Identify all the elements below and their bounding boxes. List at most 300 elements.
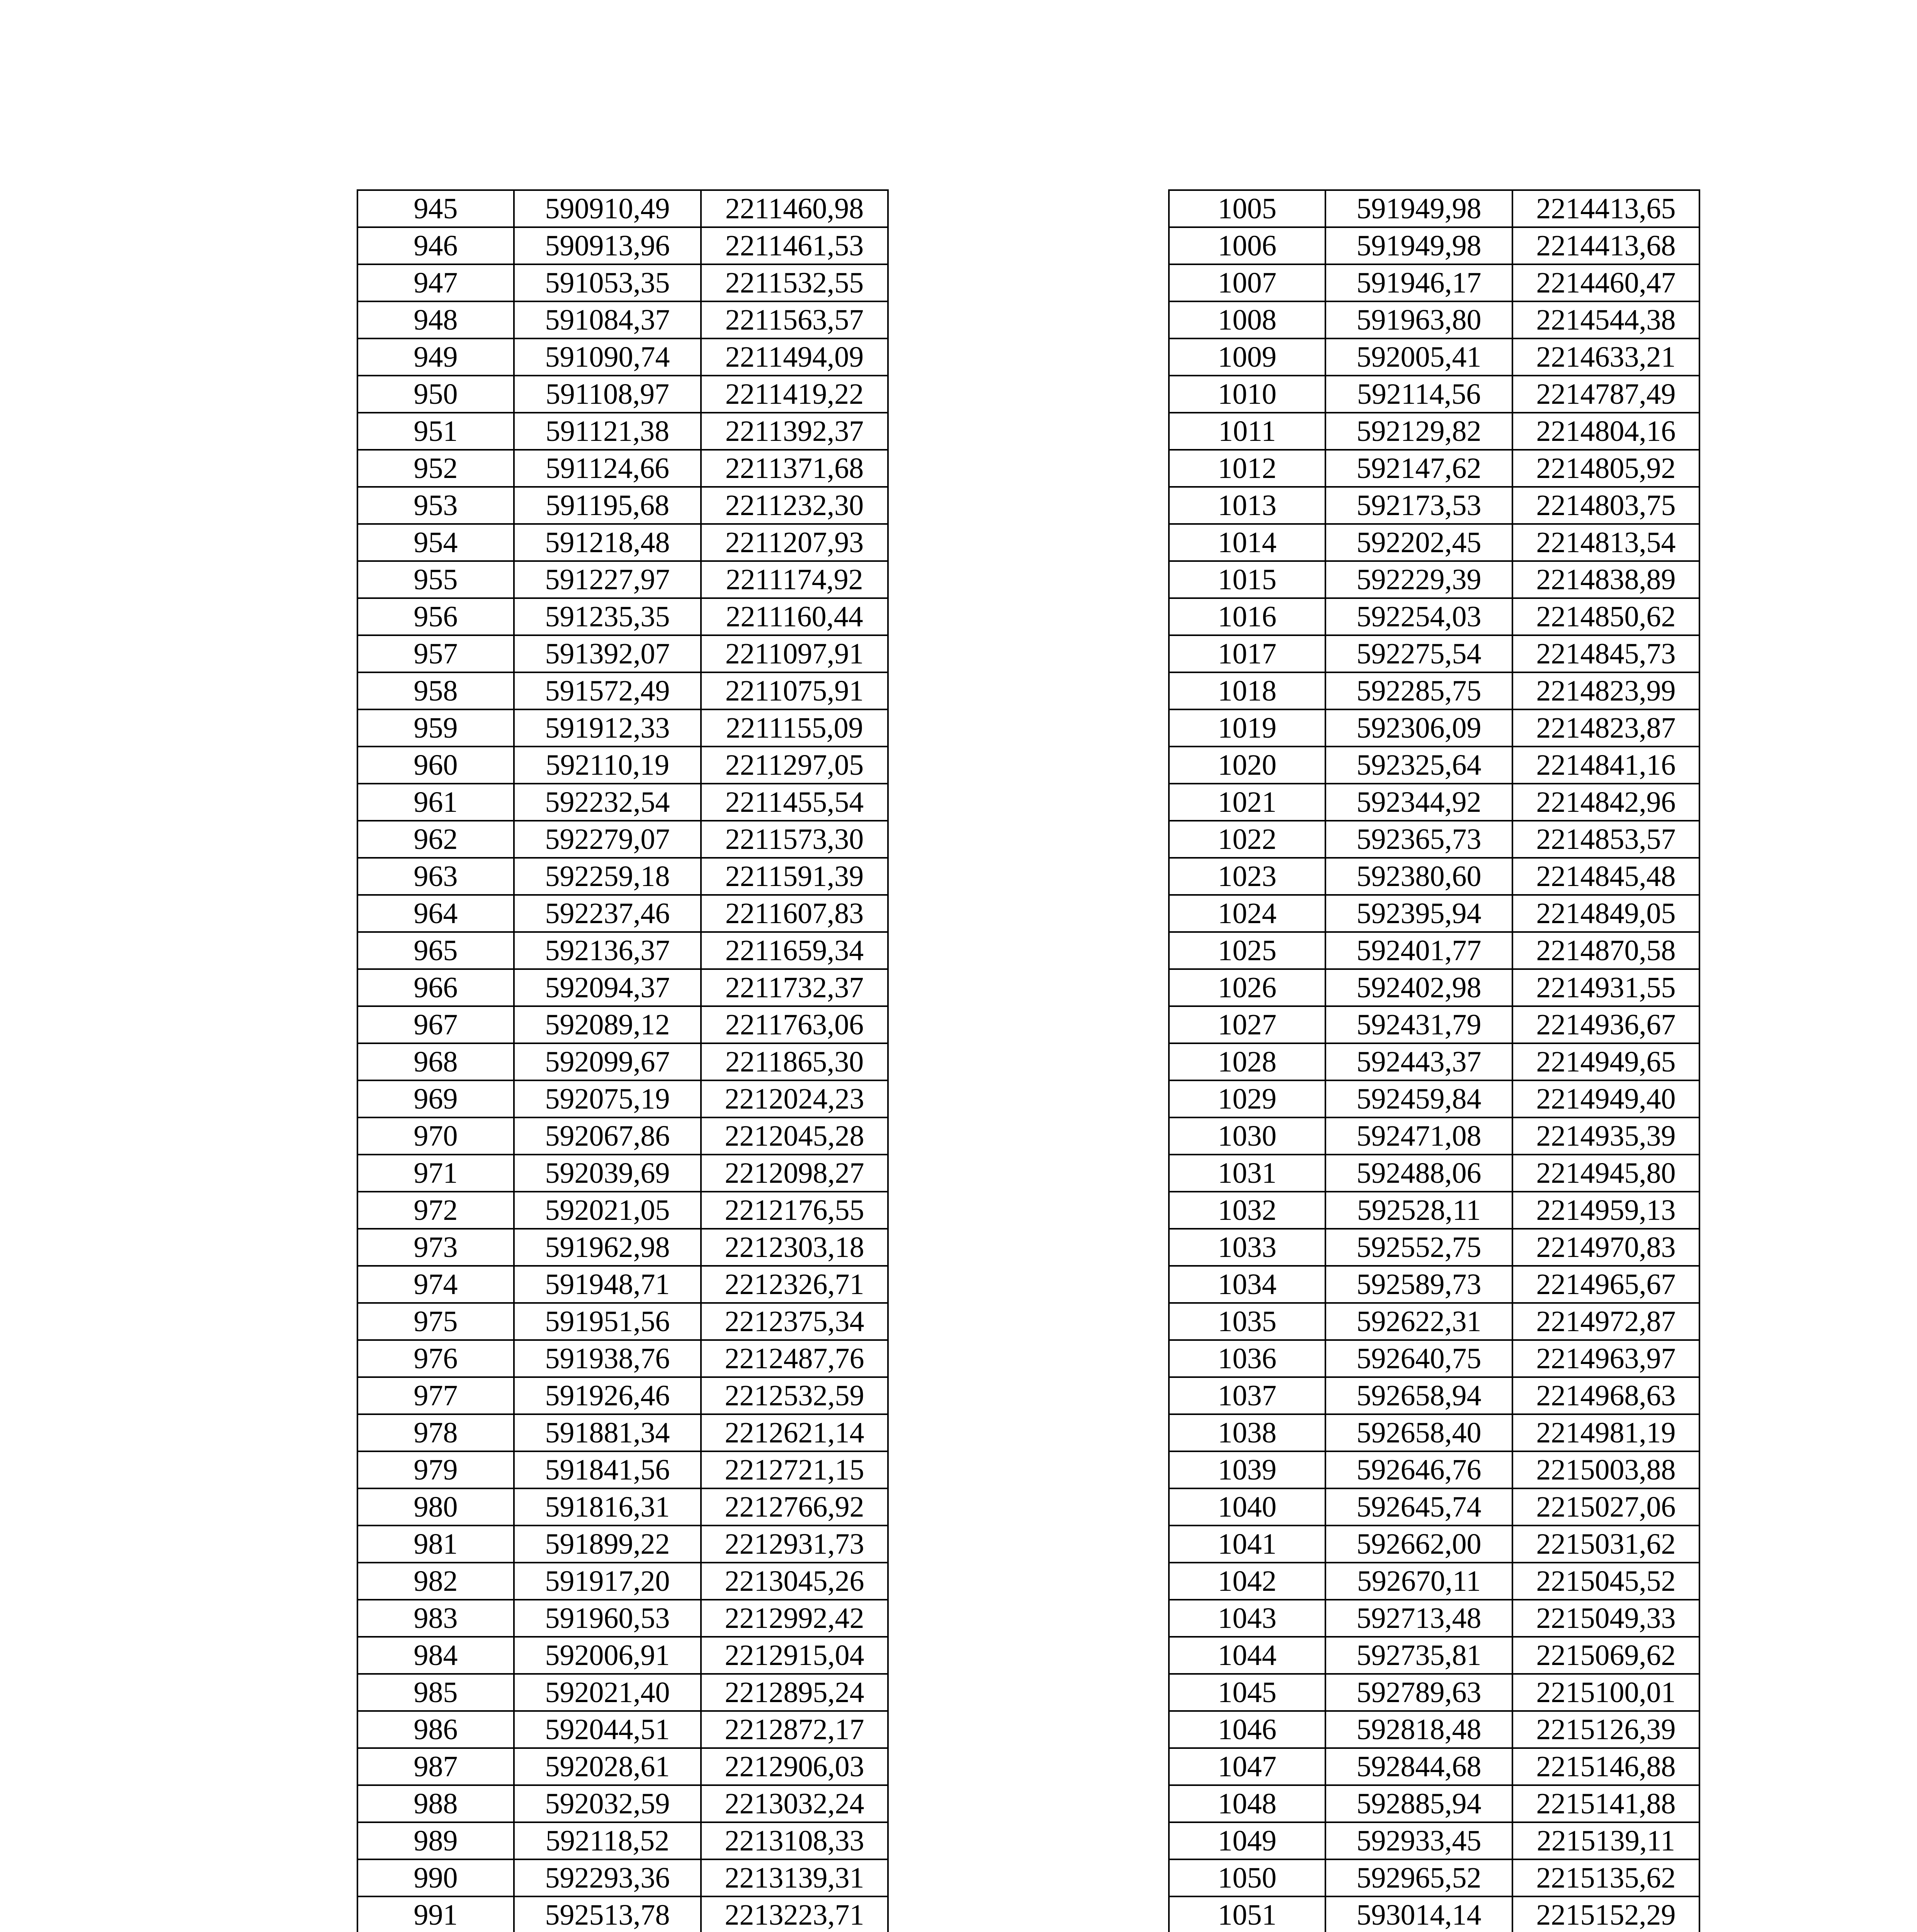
point-number-cell: 978: [357, 1414, 514, 1451]
table-row: [1169, 1266, 1699, 1303]
y-coordinate-cell: 2214413,65: [1512, 190, 1699, 227]
point-number-cell: 989: [357, 1822, 514, 1859]
table-row: [357, 450, 888, 487]
point-number-cell: 982: [357, 1563, 514, 1600]
table-row: [1169, 264, 1699, 301]
table-row: [357, 821, 888, 858]
x-coordinate-cell: 593014,14: [1325, 1896, 1512, 1932]
x-coordinate-cell: 592114,56: [1325, 376, 1512, 413]
point-number-cell: 1042: [1169, 1563, 1325, 1600]
x-coordinate-cell: 592094,37: [514, 969, 701, 1006]
point-number-cell: 949: [357, 338, 514, 376]
y-coordinate-cell: 2214544,38: [1512, 301, 1699, 338]
point-number-cell: 1050: [1169, 1859, 1325, 1896]
point-number-cell: 1018: [1169, 672, 1325, 709]
y-coordinate-cell: 2215045,52: [1512, 1563, 1699, 1600]
table-row: [357, 1896, 888, 1932]
point-number-cell: 1026: [1169, 969, 1325, 1006]
y-coordinate-cell: 2211075,91: [701, 672, 888, 709]
table-row: [1169, 1488, 1699, 1526]
table-row: [1169, 1303, 1699, 1340]
x-coordinate-cell: 592285,75: [1325, 672, 1512, 709]
table-row: [1169, 376, 1699, 413]
point-number-cell: 953: [357, 487, 514, 524]
y-coordinate-cell: 2211591,39: [701, 858, 888, 895]
coordinates-table-right: [1168, 189, 1700, 1932]
table-row: [1169, 821, 1699, 858]
y-coordinate-cell: 2211573,30: [701, 821, 888, 858]
y-coordinate-cell: 2214842,96: [1512, 784, 1699, 821]
y-coordinate-cell: 2212024,23: [701, 1080, 888, 1117]
y-coordinate-cell: 2211460,98: [701, 190, 888, 227]
table-row: [357, 1192, 888, 1229]
table-row: [1169, 1674, 1699, 1711]
x-coordinate-cell: 592488,06: [1325, 1155, 1512, 1192]
y-coordinate-cell: 2211297,05: [701, 747, 888, 784]
x-coordinate-cell: 592380,60: [1325, 858, 1512, 895]
x-coordinate-cell: 592067,86: [514, 1117, 701, 1155]
point-number-cell: 1011: [1169, 413, 1325, 450]
point-number-cell: 990: [357, 1859, 514, 1896]
point-number-cell: 981: [357, 1526, 514, 1563]
x-coordinate-cell: 592933,45: [1325, 1822, 1512, 1859]
point-number-cell: 1025: [1169, 932, 1325, 969]
y-coordinate-cell: 2214460,47: [1512, 264, 1699, 301]
x-coordinate-cell: 592645,74: [1325, 1488, 1512, 1526]
y-coordinate-cell: 2214949,40: [1512, 1080, 1699, 1117]
table-row: [357, 1303, 888, 1340]
x-coordinate-cell: 591917,20: [514, 1563, 701, 1600]
point-number-cell: 1013: [1169, 487, 1325, 524]
x-coordinate-cell: 592646,76: [1325, 1451, 1512, 1488]
table-row: [357, 1859, 888, 1896]
point-number-cell: 977: [357, 1377, 514, 1414]
y-coordinate-cell: 2213223,71: [701, 1896, 888, 1932]
x-coordinate-cell: 592021,05: [514, 1192, 701, 1229]
point-number-cell: 945: [357, 190, 514, 227]
x-coordinate-cell: 592110,19: [514, 747, 701, 784]
point-number-cell: 1043: [1169, 1600, 1325, 1637]
point-number-cell: 965: [357, 932, 514, 969]
y-coordinate-cell: 2212098,27: [701, 1155, 888, 1192]
y-coordinate-cell: 2214949,65: [1512, 1043, 1699, 1080]
x-coordinate-cell: 592658,94: [1325, 1377, 1512, 1414]
x-coordinate-cell: 591881,34: [514, 1414, 701, 1451]
table-row: [357, 413, 888, 450]
y-coordinate-cell: 2211732,37: [701, 969, 888, 1006]
table-row: [357, 709, 888, 747]
y-coordinate-cell: 2212895,24: [701, 1674, 888, 1711]
table-row: [357, 1526, 888, 1563]
y-coordinate-cell: 2211174,92: [701, 561, 888, 598]
point-number-cell: 1048: [1169, 1785, 1325, 1822]
x-coordinate-cell: 591926,46: [514, 1377, 701, 1414]
y-coordinate-cell: 2214959,13: [1512, 1192, 1699, 1229]
y-coordinate-cell: 2214787,49: [1512, 376, 1699, 413]
y-coordinate-cell: 2214981,19: [1512, 1414, 1699, 1451]
y-coordinate-cell: 2215049,33: [1512, 1600, 1699, 1637]
point-number-cell: 962: [357, 821, 514, 858]
point-number-cell: 1044: [1169, 1637, 1325, 1674]
x-coordinate-cell: 591053,35: [514, 264, 701, 301]
point-number-cell: 986: [357, 1711, 514, 1748]
table-row: [357, 1117, 888, 1155]
x-coordinate-cell: 591949,98: [1325, 227, 1512, 264]
point-number-cell: 963: [357, 858, 514, 895]
table-row: [357, 969, 888, 1006]
x-coordinate-cell: 592005,41: [1325, 338, 1512, 376]
table-row: [1169, 1117, 1699, 1155]
x-coordinate-cell: 592044,51: [514, 1711, 701, 1748]
point-number-cell: 970: [357, 1117, 514, 1155]
y-coordinate-cell: 2214845,73: [1512, 635, 1699, 672]
point-number-cell: 1041: [1169, 1526, 1325, 1563]
point-number-cell: 1029: [1169, 1080, 1325, 1117]
y-coordinate-cell: 2211160,44: [701, 598, 888, 635]
table-row: [1169, 1637, 1699, 1674]
table-row: [357, 1377, 888, 1414]
point-number-cell: 966: [357, 969, 514, 1006]
point-number-cell: 1009: [1169, 338, 1325, 376]
y-coordinate-cell: 2214823,87: [1512, 709, 1699, 747]
table-row: [357, 561, 888, 598]
x-coordinate-cell: 592306,09: [1325, 709, 1512, 747]
table-row: [357, 264, 888, 301]
x-coordinate-cell: 592173,53: [1325, 487, 1512, 524]
point-number-cell: 980: [357, 1488, 514, 1526]
y-coordinate-cell: 2214945,80: [1512, 1155, 1699, 1192]
point-number-cell: 1008: [1169, 301, 1325, 338]
point-number-cell: 1046: [1169, 1711, 1325, 1748]
point-number-cell: 1031: [1169, 1155, 1325, 1192]
x-coordinate-cell: 591235,35: [514, 598, 701, 635]
point-number-cell: 1022: [1169, 821, 1325, 858]
x-coordinate-cell: 592528,11: [1325, 1192, 1512, 1229]
y-coordinate-cell: 2215141,88: [1512, 1785, 1699, 1822]
x-coordinate-cell: 591899,22: [514, 1526, 701, 1563]
y-coordinate-cell: 2211494,09: [701, 338, 888, 376]
x-coordinate-cell: 592237,46: [514, 895, 701, 932]
y-coordinate-cell: 2211419,22: [701, 376, 888, 413]
x-coordinate-cell: 592202,45: [1325, 524, 1512, 561]
point-number-cell: 974: [357, 1266, 514, 1303]
y-coordinate-cell: 2212621,14: [701, 1414, 888, 1451]
table-row: [1169, 487, 1699, 524]
x-coordinate-cell: 591227,97: [514, 561, 701, 598]
y-coordinate-cell: 2214935,39: [1512, 1117, 1699, 1155]
y-coordinate-cell: 2212326,71: [701, 1266, 888, 1303]
table-row: [357, 1785, 888, 1822]
x-coordinate-cell: 592431,79: [1325, 1006, 1512, 1043]
point-number-cell: 969: [357, 1080, 514, 1117]
y-coordinate-cell: 2211607,83: [701, 895, 888, 932]
x-coordinate-cell: 591912,33: [514, 709, 701, 747]
point-number-cell: 967: [357, 1006, 514, 1043]
y-coordinate-cell: 2214970,83: [1512, 1229, 1699, 1266]
point-number-cell: 987: [357, 1748, 514, 1785]
table-row: [1169, 1785, 1699, 1822]
x-coordinate-cell: 592021,40: [514, 1674, 701, 1711]
coordinates-table-left-body: [357, 190, 888, 1932]
table-row: [1169, 561, 1699, 598]
table-row: [357, 1674, 888, 1711]
table-row: [1169, 1192, 1699, 1229]
x-coordinate-cell: 591841,56: [514, 1451, 701, 1488]
x-coordinate-cell: 591816,31: [514, 1488, 701, 1526]
point-number-cell: 1023: [1169, 858, 1325, 895]
y-coordinate-cell: 2214823,99: [1512, 672, 1699, 709]
point-number-cell: 1036: [1169, 1340, 1325, 1377]
x-coordinate-cell: 592885,94: [1325, 1785, 1512, 1822]
y-coordinate-cell: 2212992,42: [701, 1600, 888, 1637]
y-coordinate-cell: 2211392,37: [701, 413, 888, 450]
point-number-cell: 991: [357, 1896, 514, 1932]
y-coordinate-cell: 2215126,39: [1512, 1711, 1699, 1748]
point-number-cell: 1015: [1169, 561, 1325, 598]
y-coordinate-cell: 2211865,30: [701, 1043, 888, 1080]
table-row: [1169, 1711, 1699, 1748]
x-coordinate-cell: 591951,56: [514, 1303, 701, 1340]
y-coordinate-cell: 2214931,55: [1512, 969, 1699, 1006]
y-coordinate-cell: 2215146,88: [1512, 1748, 1699, 1785]
point-number-cell: 947: [357, 264, 514, 301]
table-row: [1169, 1080, 1699, 1117]
x-coordinate-cell: 592006,91: [514, 1637, 701, 1674]
x-coordinate-cell: 591963,80: [1325, 301, 1512, 338]
table-row: [1169, 1377, 1699, 1414]
table-row: [357, 1488, 888, 1526]
x-coordinate-cell: 592552,75: [1325, 1229, 1512, 1266]
table-row: [1169, 338, 1699, 376]
point-number-cell: 956: [357, 598, 514, 635]
y-coordinate-cell: 2213032,24: [701, 1785, 888, 1822]
table-row: [1169, 1859, 1699, 1896]
x-coordinate-cell: 590913,96: [514, 227, 701, 264]
table-row: [1169, 1451, 1699, 1488]
point-number-cell: 964: [357, 895, 514, 932]
table-row: [1169, 635, 1699, 672]
y-coordinate-cell: 2211455,54: [701, 784, 888, 821]
table-row: [357, 598, 888, 635]
table-row: [1169, 1340, 1699, 1377]
x-coordinate-cell: 591090,74: [514, 338, 701, 376]
point-number-cell: 1021: [1169, 784, 1325, 821]
table-row: [357, 487, 888, 524]
x-coordinate-cell: 592670,11: [1325, 1563, 1512, 1600]
x-coordinate-cell: 591572,49: [514, 672, 701, 709]
x-coordinate-cell: 591949,98: [1325, 190, 1512, 227]
x-coordinate-cell: 592471,08: [1325, 1117, 1512, 1155]
y-coordinate-cell: 2214850,62: [1512, 598, 1699, 635]
y-coordinate-cell: 2214413,68: [1512, 227, 1699, 264]
y-coordinate-cell: 2215027,06: [1512, 1488, 1699, 1526]
coordinates-table-left: [357, 189, 889, 1932]
y-coordinate-cell: 2211763,06: [701, 1006, 888, 1043]
table-row: [357, 1451, 888, 1488]
x-coordinate-cell: 592818,48: [1325, 1711, 1512, 1748]
y-coordinate-cell: 2212176,55: [701, 1192, 888, 1229]
point-number-cell: 1039: [1169, 1451, 1325, 1488]
point-number-cell: 972: [357, 1192, 514, 1229]
y-coordinate-cell: 2214870,58: [1512, 932, 1699, 969]
x-coordinate-cell: 591218,48: [514, 524, 701, 561]
point-number-cell: 1030: [1169, 1117, 1325, 1155]
table-row: [357, 376, 888, 413]
y-coordinate-cell: 2214841,16: [1512, 747, 1699, 784]
point-number-cell: 968: [357, 1043, 514, 1080]
y-coordinate-cell: 2212487,76: [701, 1340, 888, 1377]
table-row: [1169, 1822, 1699, 1859]
point-number-cell: 950: [357, 376, 514, 413]
x-coordinate-cell: 592735,81: [1325, 1637, 1512, 1674]
point-number-cell: 1049: [1169, 1822, 1325, 1859]
x-coordinate-cell: 592589,73: [1325, 1266, 1512, 1303]
point-number-cell: 979: [357, 1451, 514, 1488]
table-row: [357, 1748, 888, 1785]
point-number-cell: 952: [357, 450, 514, 487]
table-row: [357, 301, 888, 338]
table-row: [357, 227, 888, 264]
table-row: [357, 1266, 888, 1303]
y-coordinate-cell: 2211155,09: [701, 709, 888, 747]
point-number-cell: 1016: [1169, 598, 1325, 635]
x-coordinate-cell: 592344,92: [1325, 784, 1512, 821]
y-coordinate-cell: 2215100,01: [1512, 1674, 1699, 1711]
x-coordinate-cell: 592259,18: [514, 858, 701, 895]
table-row: [1169, 1600, 1699, 1637]
x-coordinate-cell: 591948,71: [514, 1266, 701, 1303]
table-row: [357, 190, 888, 227]
point-number-cell: 1005: [1169, 190, 1325, 227]
x-coordinate-cell: 592032,59: [514, 1785, 701, 1822]
point-number-cell: 984: [357, 1637, 514, 1674]
y-coordinate-cell: 2214972,87: [1512, 1303, 1699, 1340]
table-row: [357, 1414, 888, 1451]
point-number-cell: 961: [357, 784, 514, 821]
y-coordinate-cell: 2215031,62: [1512, 1526, 1699, 1563]
table-row: [357, 1711, 888, 1748]
table-row: [1169, 227, 1699, 264]
y-coordinate-cell: 2214845,48: [1512, 858, 1699, 895]
x-coordinate-cell: 592622,31: [1325, 1303, 1512, 1340]
x-coordinate-cell: 592459,84: [1325, 1080, 1512, 1117]
point-number-cell: 1037: [1169, 1377, 1325, 1414]
x-coordinate-cell: 592965,52: [1325, 1859, 1512, 1896]
y-coordinate-cell: 2212303,18: [701, 1229, 888, 1266]
y-coordinate-cell: 2212915,04: [701, 1637, 888, 1674]
point-number-cell: 1010: [1169, 376, 1325, 413]
y-coordinate-cell: 2214965,67: [1512, 1266, 1699, 1303]
y-coordinate-cell: 2214963,97: [1512, 1340, 1699, 1377]
table-row: [1169, 1748, 1699, 1785]
table-row: [357, 1600, 888, 1637]
y-coordinate-cell: 2212872,17: [701, 1711, 888, 1748]
x-coordinate-cell: 591946,17: [1325, 264, 1512, 301]
y-coordinate-cell: 2212045,28: [701, 1117, 888, 1155]
point-number-cell: 1033: [1169, 1229, 1325, 1266]
table-row: [357, 1229, 888, 1266]
x-coordinate-cell: 591392,07: [514, 635, 701, 672]
y-coordinate-cell: 2211532,55: [701, 264, 888, 301]
x-coordinate-cell: 592713,48: [1325, 1600, 1512, 1637]
table-row: [357, 338, 888, 376]
point-number-cell: 955: [357, 561, 514, 598]
x-coordinate-cell: 592401,77: [1325, 932, 1512, 969]
table-row: [1169, 1896, 1699, 1932]
y-coordinate-cell: 2213045,26: [701, 1563, 888, 1600]
x-coordinate-cell: 592136,37: [514, 932, 701, 969]
y-coordinate-cell: 2212375,34: [701, 1303, 888, 1340]
table-row: [1169, 1414, 1699, 1451]
x-coordinate-cell: 592089,12: [514, 1006, 701, 1043]
point-number-cell: 1007: [1169, 264, 1325, 301]
y-coordinate-cell: 2212906,03: [701, 1748, 888, 1785]
y-coordinate-cell: 2214805,92: [1512, 450, 1699, 487]
point-number-cell: 946: [357, 227, 514, 264]
y-coordinate-cell: 2211207,93: [701, 524, 888, 561]
x-coordinate-cell: 592513,78: [514, 1896, 701, 1932]
table-row: [357, 672, 888, 709]
table-row: [357, 1155, 888, 1192]
y-coordinate-cell: 2211659,34: [701, 932, 888, 969]
x-coordinate-cell: 592844,68: [1325, 1748, 1512, 1785]
table-row: [1169, 672, 1699, 709]
table-row: [357, 1563, 888, 1600]
y-coordinate-cell: 2212721,15: [701, 1451, 888, 1488]
y-coordinate-cell: 2212931,73: [701, 1526, 888, 1563]
y-coordinate-cell: 2211232,30: [701, 487, 888, 524]
point-number-cell: 1051: [1169, 1896, 1325, 1932]
point-number-cell: 954: [357, 524, 514, 561]
point-number-cell: 1006: [1169, 227, 1325, 264]
point-number-cell: 983: [357, 1600, 514, 1637]
table-row: [1169, 784, 1699, 821]
point-number-cell: 988: [357, 1785, 514, 1822]
y-coordinate-cell: 2215152,29: [1512, 1896, 1699, 1932]
x-coordinate-cell: 592789,63: [1325, 1674, 1512, 1711]
point-number-cell: 1040: [1169, 1488, 1325, 1526]
x-coordinate-cell: 592658,40: [1325, 1414, 1512, 1451]
table-row: [1169, 1563, 1699, 1600]
x-coordinate-cell: 592147,62: [1325, 450, 1512, 487]
point-number-cell: 1020: [1169, 747, 1325, 784]
point-number-cell: 1012: [1169, 450, 1325, 487]
x-coordinate-cell: 592365,73: [1325, 821, 1512, 858]
point-number-cell: 951: [357, 413, 514, 450]
table-row: [357, 895, 888, 932]
table-row: [1169, 413, 1699, 450]
y-coordinate-cell: 2211563,57: [701, 301, 888, 338]
y-coordinate-cell: 2211461,53: [701, 227, 888, 264]
x-coordinate-cell: 592293,36: [514, 1859, 701, 1896]
y-coordinate-cell: 2214804,16: [1512, 413, 1699, 450]
table-row: [357, 524, 888, 561]
x-coordinate-cell: 591108,97: [514, 376, 701, 413]
x-coordinate-cell: 592662,00: [1325, 1526, 1512, 1563]
point-number-cell: 1024: [1169, 895, 1325, 932]
point-number-cell: 1045: [1169, 1674, 1325, 1711]
x-coordinate-cell: 592395,94: [1325, 895, 1512, 932]
x-coordinate-cell: 592075,19: [514, 1080, 701, 1117]
table-row: [1169, 1155, 1699, 1192]
point-number-cell: 1047: [1169, 1748, 1325, 1785]
table-row: [1169, 190, 1699, 227]
point-number-cell: 985: [357, 1674, 514, 1711]
table-row: [357, 747, 888, 784]
table-row: [1169, 1526, 1699, 1563]
coordinates-table-right-body: [1169, 190, 1699, 1932]
x-coordinate-cell: 592039,69: [514, 1155, 701, 1192]
